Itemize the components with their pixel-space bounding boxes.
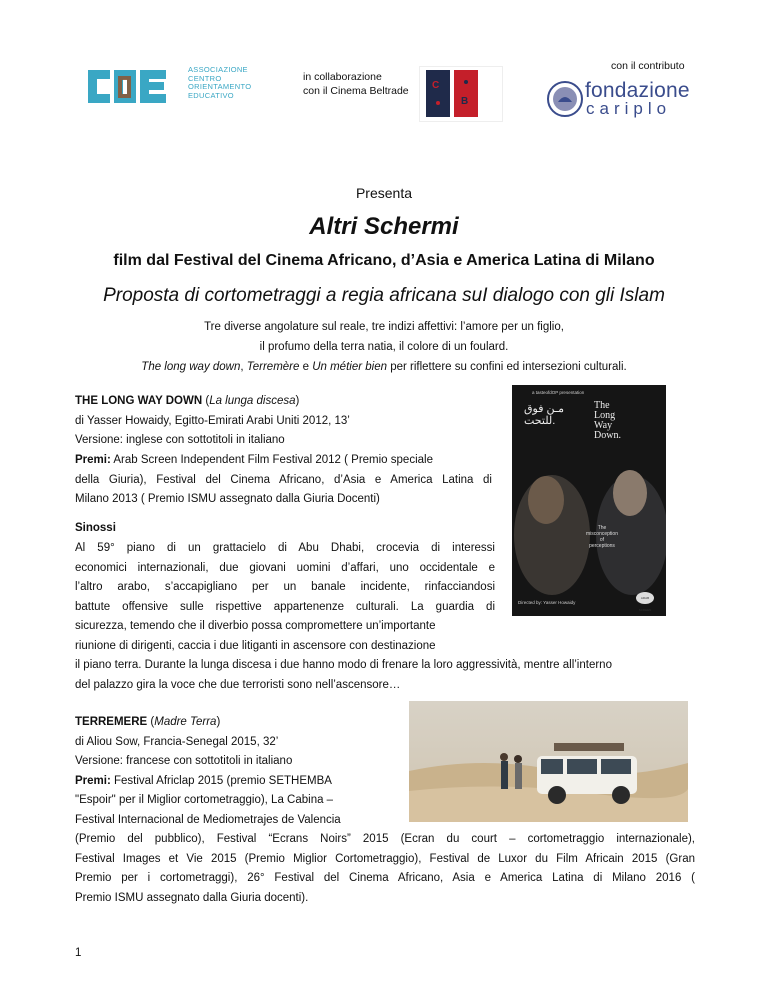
collaboration-note: in collaborazione con il Cinema Beltrade (303, 71, 409, 97)
film2-awards-continued: (Premio del pubblico), Festival “Ecrans Noirs” 2015 (Ecran du court – cortometraggio internazionale), Festival Images et Vie 2015 (Premio Miglior Cortometraggio), Festival de Luxor du Film Africain 2015 (Gran Premio per i cortometraggi), 26° Festival del Cinema Africano, Asia e America Latina di Milano 2016 ( Premio ISMU assegnato dalla Giuria docenti). (75, 833, 695, 904)
film1-poster-image: a tasteofdOP presentation مـن فوق للتحت. The Long Way Down. The misconception of perceptions Directed by: Yasser Howaidy ARAB SCREEN (512, 385, 666, 616)
cb-letter-c: C (432, 80, 440, 91)
film1-title: THE LONG WAY DOWN (75, 395, 203, 407)
film1-synopsis: Al 59° piano di un grattacielo di Abu Dhabi, crocevia di interessi economici internazionali, due giovani uomini d’affari, uno occidentale e l’altro arabo, s’accapigliano per un banale incidente, rinfacciandosi battute offensive sulle rispettive appartenenze culturali. La guardia di sicurezza, temendo che il diverbio possa compromettere un’importante riunione di dirigenti, caccia i due litiganti in ascensore con destinazione (75, 542, 495, 652)
page-number: 1 (75, 947, 82, 959)
poster-title: The Long Way Down. (594, 400, 621, 441)
film1-version: Versione: inglese con sottotitoli in italiano (75, 434, 285, 447)
film1-header: THE LONG WAY DOWN (La lunga discesa) di Yasser Howaidy, Egitto-Emirati Arabi Uniti 2012, 13’ Versione: inglese con sottotitoli in italiano (75, 392, 495, 451)
cb-letter-b: B (461, 96, 469, 107)
intro-paragraph: Tre diverse angolature sul reale, tre indizi affettivi: l’amore per un figlio, il profumo della terra natia, il colore di un foulard. The long way down, Terremère e Un métier bien per riflettere su confini ed intersezioni culturali. (141, 321, 627, 373)
presents-label: Presenta (355, 185, 413, 201)
film2-still-image (409, 701, 688, 822)
coe-logo-text: ASSOCIAZIONE CENTRO ORIENTAMENTO EDUCATIVO (188, 65, 252, 100)
film1-director: di Yasser Howaidy, Egitto-Emirati Arabi Uniti 2012, 13’ (75, 414, 350, 427)
film2-director: di Aliou Sow, Francia-Senegal 2015, 32’ (75, 735, 279, 748)
contribution-note: con il contributo (611, 60, 685, 72)
film2-header: TERREMERE (Madre Terra) di Aliou Sow, Francia-Senegal 2015, 32’ Versione: francese con sottotitoli in italiano Premi: Festival Africlap 2015 (premio SETHEMBA "Espoir" per il Miglior cortometraggio), La Cabina – Festival Internacional de Mediometrajes de Valencia (75, 713, 395, 831)
poster-tagline: The misconception of perceptions (586, 525, 618, 549)
cb-logo-graphic (420, 67, 502, 121)
festival-subtitle: film dal Festival del Cinema Africano, d’Asia e America Latina di Milano (113, 252, 655, 269)
film2-title: TERREMERE (75, 716, 148, 728)
film1-synopsis-label: Sinossi (75, 522, 116, 534)
desert-scene (409, 701, 688, 822)
film1-synopsis-end: il piano terra. Durante la lunga discesa i due hanno modo di frenare la loro aggressività, mentre all’interno del palazzo gira la voce che due terroristi sono nell’ascensore… (75, 659, 612, 691)
film2-version: Versione: francese con sottotitoli in italiano (75, 755, 293, 768)
fondazione-cariplo-seal-icon (546, 80, 584, 118)
fondazione-text: fondazione (585, 79, 690, 102)
film1-awards: Premi: Arab Screen Independent Film Festival 2012 ( Premio speciale della Giuria), Festival del Cinema Africano, d’Asia e America Latina di Milano 2013 ( Premio ISMU assegnato dalla Giuria Docenti) (75, 454, 492, 506)
page-title: Altri Schermi (309, 213, 459, 240)
program-title: Proposta di cortometraggi a regia africana suI dialogo con gli Islam (103, 285, 665, 306)
cinema-beltrade-logo (419, 66, 503, 122)
cariplo-text: cariplo (586, 99, 672, 118)
